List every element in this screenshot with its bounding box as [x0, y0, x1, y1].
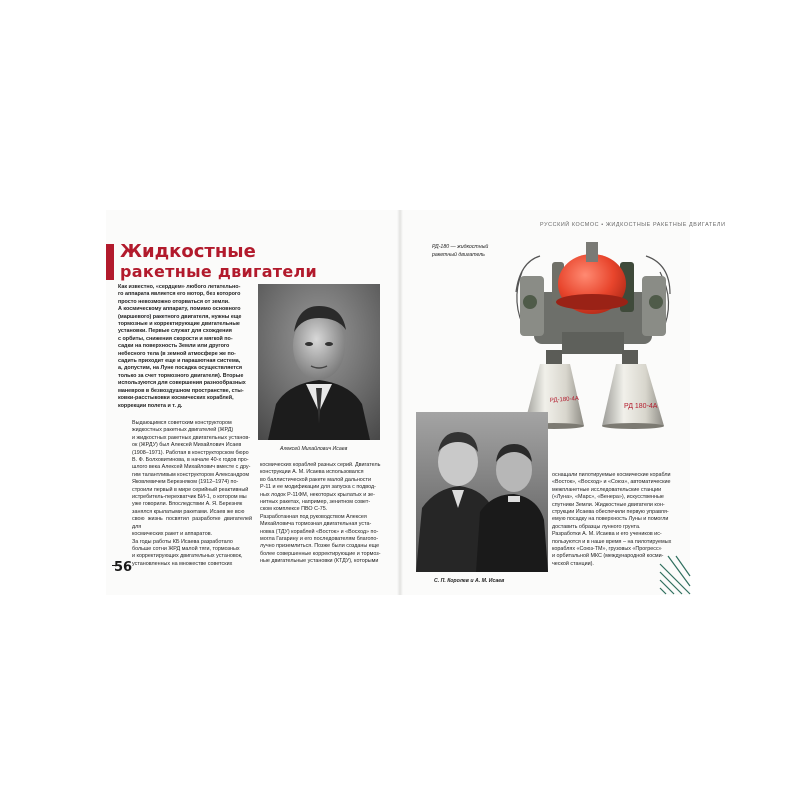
text-line: свою жизнь посвятил разработке двигателей для — [132, 516, 252, 530]
text-line: космических кораблей разных серий. Двигатель — [260, 462, 381, 468]
text-line: (маршевого) ракетного двигателя, нужны еще — [118, 313, 242, 320]
text-line: ском комплексе ПВО С-75. — [260, 506, 328, 513]
text-line: Р-11 и ее модификации для запуска с подвод- — [260, 484, 376, 491]
photo-image — [416, 412, 548, 572]
text-line: маневров в безвоздушном пространстве, сты- — [118, 387, 244, 394]
text-line: оснащали пилотируемые космические корабли — [552, 472, 671, 478]
title-line-1: Жидкостные — [120, 241, 256, 262]
text-line: гим талантливым конструктором Александром — [132, 471, 250, 478]
text-line: и орбитальной МКС (международной косми- — [552, 553, 664, 560]
text-line: строили первый в мире серийный реактивный — [132, 486, 249, 493]
text-line: просто невозможно оторваться от земли. — [118, 298, 230, 305]
korolev-caption: С. П. Королев и А. М. Исаев — [434, 578, 505, 584]
text-line: во баллистической ракете малой дальности — [260, 476, 371, 483]
text-line: установленных на множестве советских — [132, 560, 233, 567]
text-line: садки на поверхность Земли или другого — [118, 343, 230, 350]
text-line: тормозные и корректирующие двигательные — [118, 321, 240, 328]
text-line: Разработанная под руководством Алексея — [260, 513, 367, 520]
text-line: и жидкостных ракетных двигательных установ- — [132, 434, 250, 441]
text-column-1 — [132, 420, 252, 570]
text-line: используются для совершения разнообразных — [118, 380, 246, 387]
engine-caption-line-1: РД-180 — жидкостный — [432, 244, 489, 250]
text-line: конструкции А. М. Исаева использовался — [260, 469, 364, 476]
page-title — [120, 242, 317, 282]
korolev-isaev-photo — [416, 412, 548, 572]
text-line: жидкостных ракетных двигателей (ЖРД) — [132, 427, 234, 434]
text-line: и корректирующих двигательных установок, — [132, 553, 243, 560]
text-line: шлого века Алексей Михайлович вместе с дру- — [132, 464, 251, 471]
text-line: «Восток», «Восход» и «Союз», автоматические — [552, 479, 671, 486]
text-line: («Луна», «Марс», «Венера»), искусственные — [552, 494, 664, 501]
intro-text — [118, 284, 250, 416]
portrait-image — [258, 284, 380, 440]
text-line: ковки-расстыковки космических кораблей, — [118, 395, 234, 402]
text-line: занялся крылатыми ракетами. Исаев же всю — [132, 508, 245, 515]
text-line: (1908–1971). Работая в конструкторском бюро — [132, 449, 249, 456]
text-line: кораблях «Союз-ТМ», грузовых «Прогресс» — [552, 546, 662, 553]
text-line: лучно приземлиться. Позже были созданы еще — [260, 543, 380, 550]
text-line: доставить образцы лунного грунта. — [552, 523, 641, 530]
text-line: более совершенные корректирующие и тормоз- — [260, 550, 381, 557]
page-number: 56 — [114, 560, 133, 575]
text-line: Выдающимся советским конструктором — [132, 420, 232, 426]
text-line: го аппарата является его мотор, без которого — [118, 291, 241, 298]
running-head: РУССКИЙ КОСМОС • ЖИДКОСТНЫЕ РАКЕТНЫЕ ДВИГАТЕЛИ — [540, 222, 726, 228]
text-line: ных лодок Р-11ФМ, некоторых крылатых и зе- — [260, 491, 375, 498]
text-line: а, допустим, на Луне посадка осуществляется — [118, 365, 242, 372]
engine-caption-line-2: ракетный двигатель — [432, 252, 485, 258]
text-line: емую посадку на поверхность Луны и помогли — [552, 516, 669, 523]
text-line: космических ракет и аппаратов. — [132, 531, 213, 538]
text-line: новка (ТДУ) кораблей «Восток» и «Восход» по- — [260, 528, 379, 535]
decorative-stripes — [660, 556, 690, 596]
rd180-engine-image — [500, 232, 686, 428]
text-line: уже говорили. Впоследствии А. Я. Березняк — [132, 501, 243, 508]
text-line: спутники Земли. Жидкостные двигатели кон- — [552, 501, 665, 508]
text-line: струкции Исаева обеспечили первую управля- — [552, 509, 669, 516]
text-line: Яковлевичем Березняком (1912–1974) по- — [132, 479, 239, 486]
text-line: садить приходит еще и парашютная система, — [118, 358, 241, 365]
nozzle-label-left: РД-180-4А — [549, 395, 580, 404]
text-line: Михайловича тормозная двигательная уста- — [260, 521, 372, 528]
isaev-portrait — [258, 284, 380, 440]
title-line-2: ракетные двигатели — [120, 262, 318, 281]
text-line: с орбиты, снижения скорости и мягкой по- — [118, 335, 233, 342]
text-line: межпланетные исследовательские станции — [552, 486, 662, 493]
text-line: ок (ЖРДУ) был Алексей Михайлович Исаев — [132, 442, 242, 449]
text-line: только за счет тормозного двигателя). Вторые — [118, 372, 244, 379]
text-line: нитных ракетах, например, зенитном совет- — [260, 499, 371, 506]
text-line: пользуются и в наше время – на пилотируемых — [552, 538, 672, 545]
text-line: В. Ф. Болховитинова, в начале 40-х годов про- — [132, 457, 249, 464]
text-line: коррекции полета и т. д. — [118, 402, 183, 409]
text-line: могла Гагарину и его последователям благопо- — [260, 536, 379, 543]
text-line: больше сотни ЖРД малой тяги, тормозных — [132, 545, 240, 552]
text-column-2 — [260, 462, 384, 572]
text-line: Как известно, «сердцем» любого летательно- — [118, 284, 241, 290]
text-line: небесного тела (в земной атмосфере же по- — [118, 350, 236, 357]
text-line: За годы работы КБ Исаева разработало — [132, 538, 233, 545]
text-line: установки. Первые служат для схождения — [118, 328, 232, 335]
text-line: ческой станции). — [552, 560, 594, 567]
text-line: истребитель-перехватчик БИ-1, о котором мы — [132, 494, 247, 501]
text-line: ные двигательные установки (КТДУ), которыми — [260, 558, 379, 565]
text-line: А космическому аппарату, помимо основного — [118, 306, 241, 313]
isaev-caption: Алексей Михайлович Исаев — [280, 446, 348, 452]
nozzle-label-right: РД 180-4А — [624, 403, 658, 410]
title-accent-bar — [106, 244, 114, 280]
text-line: Разработки А. М. Исаева и его учеников ис- — [552, 531, 662, 538]
book-gutter — [397, 210, 403, 595]
